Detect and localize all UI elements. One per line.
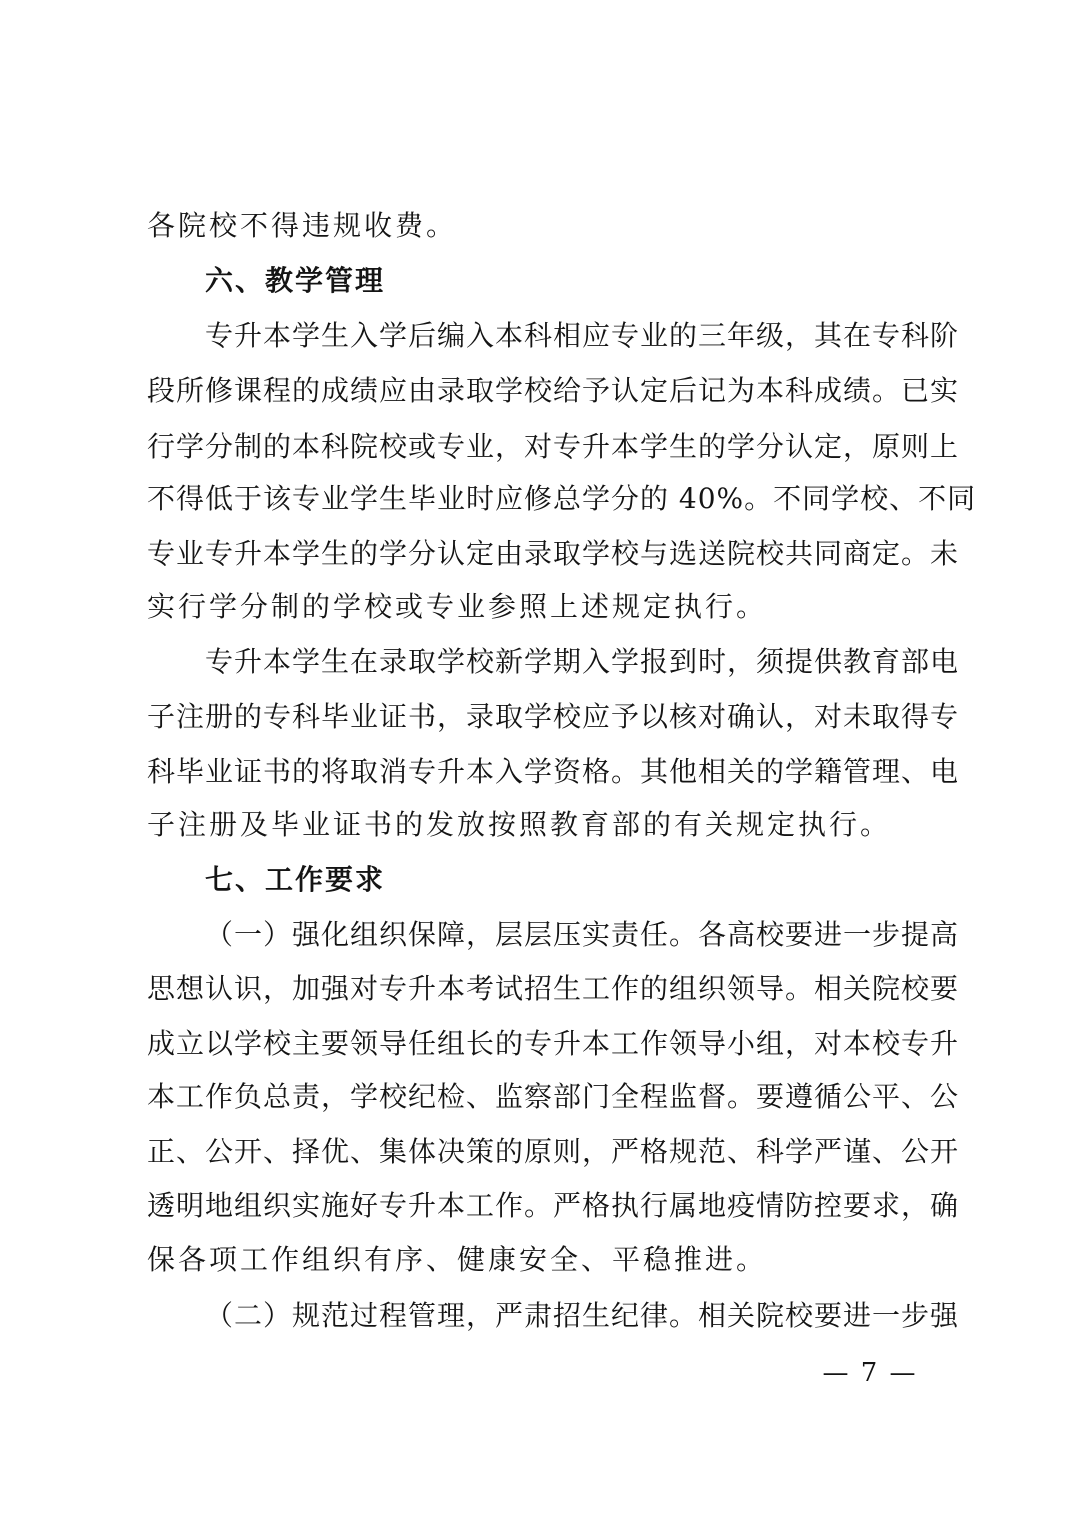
paragraph-line: 专业专升本学生的学分认定由录取学校与选送院校共同商定。未 — [147, 537, 960, 570]
paragraph-line: （一）强化组织保障，层层压实责任。各高校要进一步提高 — [205, 918, 960, 951]
page-number: — 7 — — [822, 1358, 918, 1388]
paragraph-line: 行学分制的本科院校或专业，对专升本学生的学分认定，原则上 — [147, 430, 960, 463]
paragraph-line: 不得低于该专业学生毕业时应修总学分的 40%。不同学校、不同 — [147, 482, 977, 515]
section-heading-teaching-management: 六、教学管理 — [205, 264, 386, 297]
paragraph-line: 各院校不得违规收费。 — [147, 209, 458, 242]
paragraph-line: 透明地组织实施好专升本工作。严格执行属地疫情防控要求，确 — [147, 1189, 960, 1222]
paragraph-line: 子注册及毕业证书的发放按照教育部的有关规定执行。 — [147, 808, 892, 841]
section-heading-work-requirements: 七、工作要求 — [205, 863, 386, 896]
paragraph-line: 专升本学生入学后编入本科相应专业的三年级，其在专科阶 — [205, 319, 960, 352]
paragraph-line: 段所修课程的成绩应由录取学校给予认定后记为本科成绩。已实 — [147, 374, 960, 407]
paragraph-line: 子注册的专科毕业证书，录取学校应予以核对确认，对未取得专 — [147, 700, 960, 733]
paragraph-line: 实行学分制的学校或专业参照上述规定执行。 — [147, 590, 768, 623]
paragraph-line: 专升本学生在录取学校新学期入学报到时，须提供教育部电 — [205, 645, 960, 678]
paragraph-line: 正、公开、择优、集体决策的原则，严格规范、科学严谨、公开 — [147, 1135, 960, 1168]
paragraph-line: 本工作负总责，学校纪检、监察部门全程监督。要遵循公平、公 — [147, 1080, 960, 1113]
paragraph-line: 保各项工作组织有序、健康安全、平稳推进。 — [147, 1243, 768, 1276]
paragraph-line: 思想认识，加强对专升本考试招生工作的组织领导。相关院校要 — [147, 972, 960, 1005]
paragraph-line: （二）规范过程管理，严肃招生纪律。相关院校要进一步强 — [205, 1299, 960, 1332]
paragraph-line: 成立以学校主要领导任组长的专升本工作领导小组，对本校专升 — [147, 1027, 960, 1060]
paragraph-line: 科毕业证书的将取消专升本入学资格。其他相关的学籍管理、电 — [147, 755, 960, 788]
